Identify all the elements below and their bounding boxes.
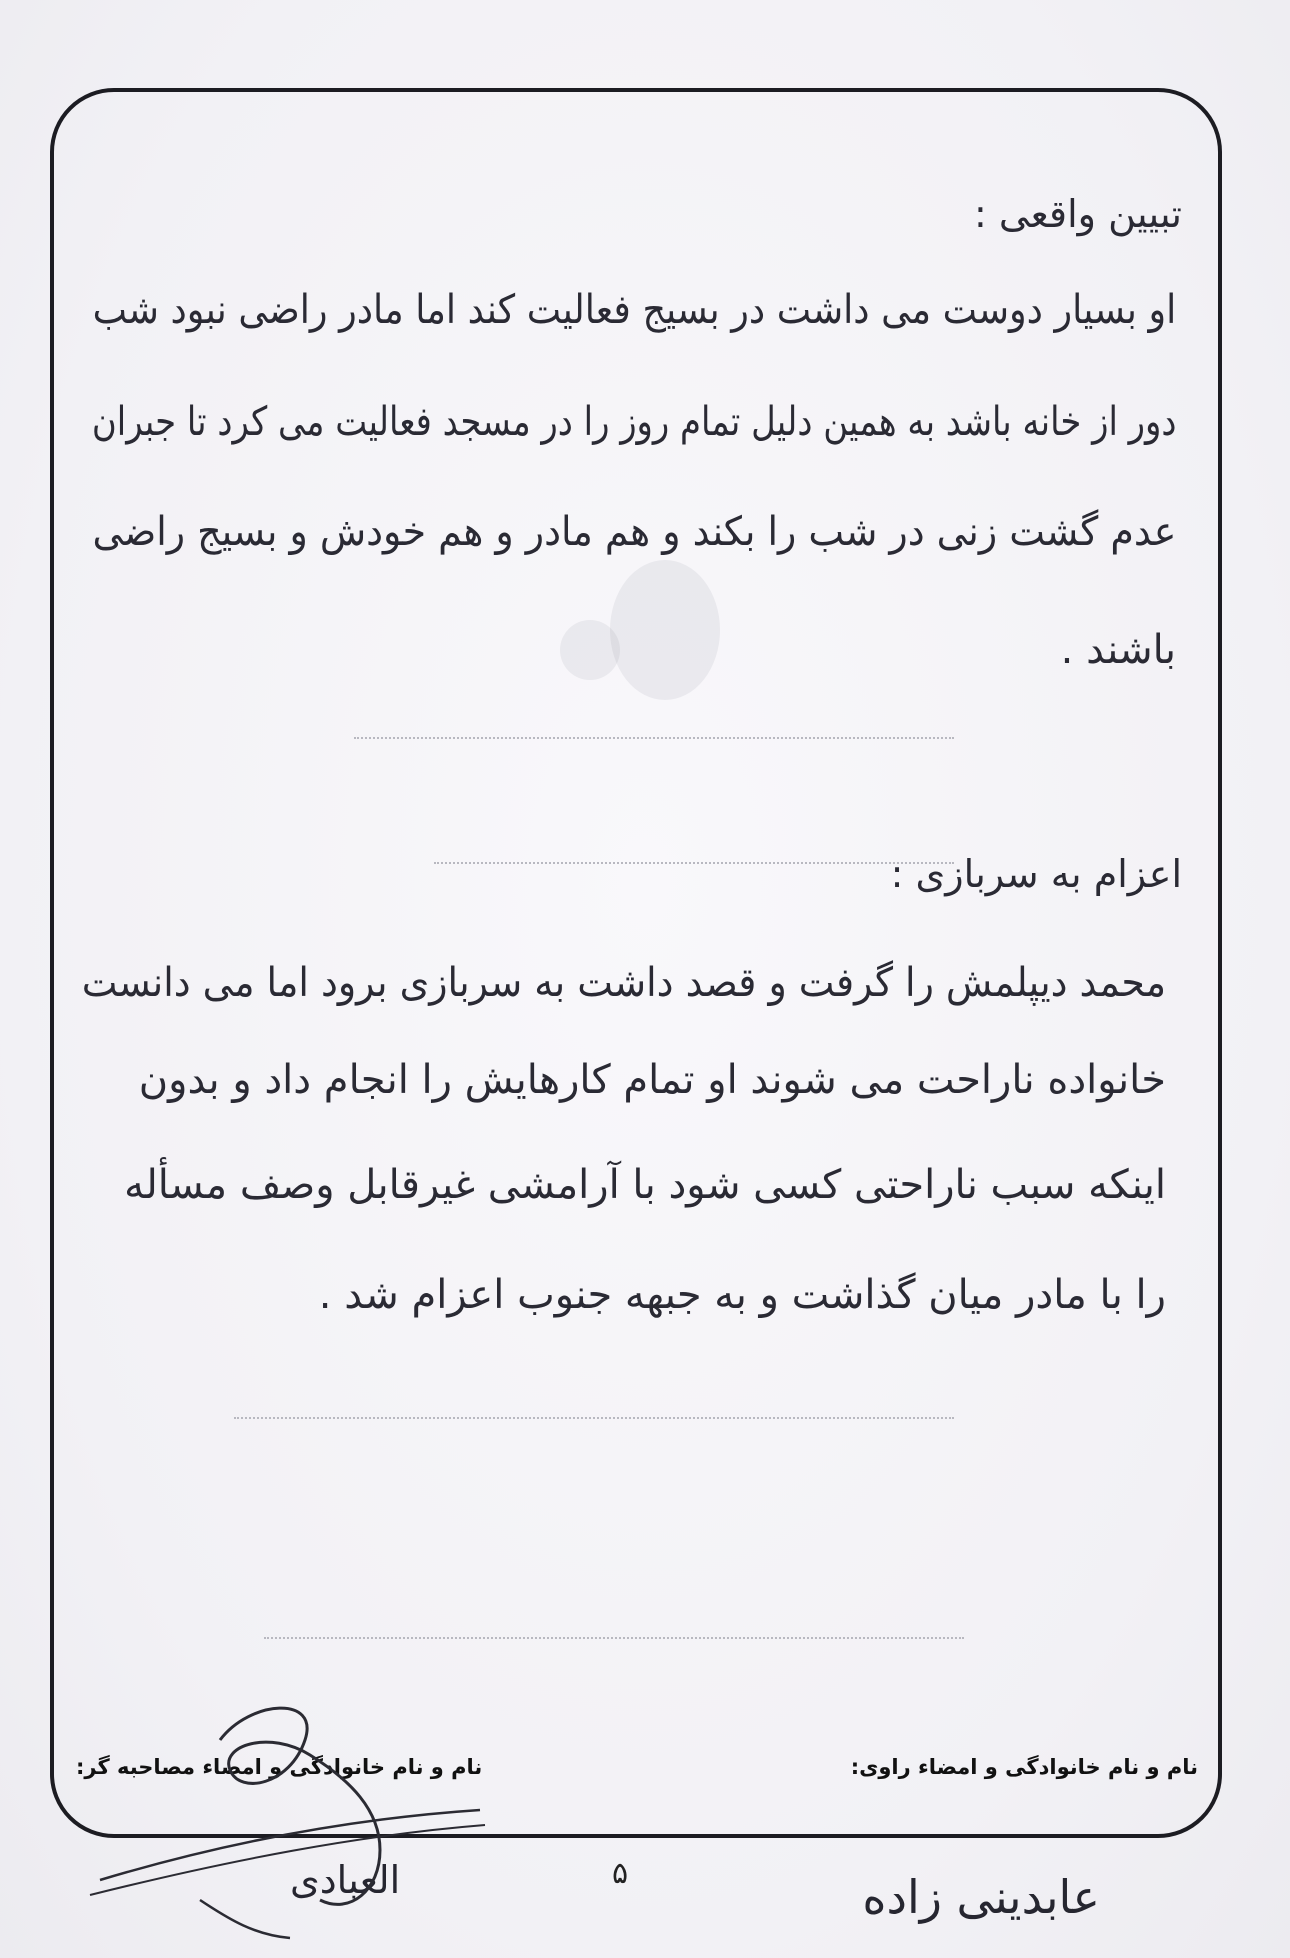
section-heading: تبیین واقعی : <box>974 192 1182 236</box>
text-line: عدم گشت زنی در شب را بکند و هم مادر و هم خودش و بسیج راضی <box>92 509 1176 555</box>
text-line: دور از خانه باشد به همین دلیل تمام روز را در مسجد فعالیت می کرد تا جبران <box>91 399 1176 445</box>
ruled-line <box>234 1417 954 1419</box>
signature-scribble <box>80 1700 500 1950</box>
narrator-signature-label: نام و نام خانوادگی و امضاء راوی: <box>850 1755 1198 1779</box>
text-line: باشند . <box>1060 627 1176 673</box>
narrator-signature: عابدینی زاده <box>862 1870 1100 1924</box>
text-line: را با مادر میان گذاشت و به جبهه جنوب اعزام شد . <box>318 1272 1166 1318</box>
section-heading: اعزام به سربازی : <box>890 852 1182 896</box>
text-line: اینکه سبب ناراحتی کسی شود با آرامشی غیرقابل وصف مسأله <box>124 1162 1166 1208</box>
interviewer-signature: العبادی <box>290 1858 401 1902</box>
text-line: محمد دیپلمش را گرفت و قصد داشت به سربازی برود اما می دانست <box>81 960 1166 1006</box>
ruled-line <box>354 737 954 739</box>
text-line: او بسیار دوست می داشت در بسیج فعالیت کند اما مادر راضی نبود شب <box>92 287 1176 333</box>
page-number: ۵ <box>612 1856 629 1891</box>
ruled-line <box>264 1637 964 1639</box>
page-border <box>50 88 1222 1838</box>
interviewer-signature-label: نام و نام خانوادگی و امضاء مصاحبه گر: <box>76 1755 483 1779</box>
text-line: خانواده ناراحت می شوند او تمام کارهایش را انجام داد و بدون <box>138 1057 1166 1103</box>
